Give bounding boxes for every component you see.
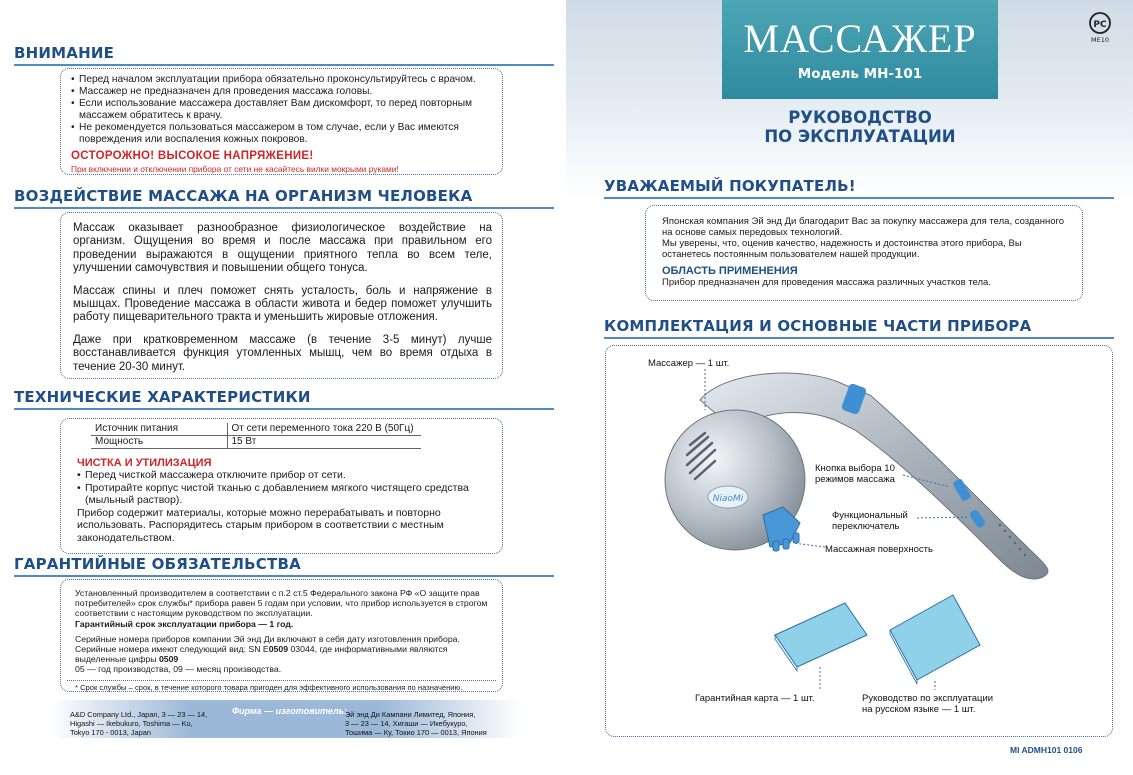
list-item: • Не рекомендуется пользоваться массажером в том случае, если у Вас имеются повреждения или воспаления кожных покровов. — [71, 122, 494, 146]
manual-label — [862, 693, 993, 715]
serial-digits: 0509 — [158, 654, 179, 665]
function-switch-label — [832, 510, 908, 532]
massager-illustration — [605, 345, 1113, 737]
document-code: MI ADMH101 0106 — [1010, 745, 1083, 755]
callout-line: Кнопка выбора 10 — [815, 463, 895, 474]
callout-line: Функциональный — [832, 510, 908, 521]
warranty-text: Установленный производителем в соответствии с п.2 ст.5 Федерального закона РФ «О защите прав потребителей» срок службы* прибора равен 5 годам при условии, что прибор используется в строгом соответствии с настоящим руководством по эксплуатации. — [75, 588, 488, 619]
manual-title — [722, 108, 998, 146]
serial-paragraph — [75, 634, 492, 675]
scope-title: ОБЛАСТЬ ПРИМЕНЕНИЯ — [662, 265, 798, 277]
list-item: • Массажер не предназначен для проведения массажа головы. — [71, 86, 494, 98]
attention-title: ВНИМАНИЕ — [14, 44, 554, 66]
warranty-paragraph — [75, 588, 492, 629]
warranty-card-label: Гарантийная карта — 1 шт. — [695, 693, 815, 704]
spec-value: От сети переменного тока 220 В (50Гц) — [227, 423, 421, 436]
effect-box — [60, 212, 503, 379]
scope-text: Прибор предназначен для проведения массажа различных участков тела. — [662, 277, 991, 288]
manual-title-line: РУКОВОДСТВО — [788, 108, 932, 127]
serial-explain: 05 — год производства, 09 — месяц производства. — [75, 664, 282, 675]
danger-title: ОСТОРОЖНО! ВЫСОКОЕ НАПРЯЖЕНИЕ! — [71, 150, 314, 162]
address-line: Эй энд Ди Кампани Лимитед, Япония, — [345, 710, 476, 719]
attention-list — [71, 74, 494, 146]
manual-booklet-icon — [890, 595, 980, 684]
mode-button-label — [815, 463, 895, 485]
specs-table — [91, 423, 421, 449]
callout-line: на русском языке — 1 шт. — [862, 704, 976, 715]
brand-logo: NiaoMi — [712, 494, 744, 504]
list-item: • Перед началом эксплуатации прибора обязательно проконсультируйтесь с врачом. — [71, 74, 494, 86]
manufacturer-address-ru — [345, 710, 487, 737]
cleaning-list — [77, 469, 492, 507]
kit-title: КОМПЛЕКТАЦИЯ И ОСНОВНЫЕ ЧАСТИ ПРИБОРА — [604, 317, 1114, 339]
table-row — [91, 423, 421, 436]
cleaning-title: ЧИСТКА И УТИЛИЗАЦИЯ — [77, 457, 212, 469]
effect-paragraph: Даже при кратковременном массаже (в течение 3-5 минут) лучше восстанавливается функция утомленных мышц, чем во время отдыха в течение 20-30 минут. — [73, 333, 492, 373]
massage-surface-label: Массажная поверхность — [825, 544, 933, 555]
spec-value: 15 Вт — [227, 436, 421, 449]
list-item: • Протирайте корпус чистой тканью с добавлением мягкого чистящего средства (мыльный раствор). — [77, 482, 492, 507]
certification-icon — [1085, 10, 1115, 44]
danger-text: При включении и отключении прибора от сети не касайтесь вилки мокрыми руками! — [71, 164, 399, 174]
serial-text: 03044, где информативными являются выделенные цифры — [75, 644, 448, 665]
list-item: • Если использование массажера доставляет Вам дискомфорт, то перед повторным массажем обратитесь к врачу. — [71, 98, 494, 122]
effect-title: ВОЗДЕЙСТВИЕ МАССАЖА НА ОРГАНИЗМ ЧЕЛОВЕКА — [14, 187, 554, 209]
manual-title-line: ПО ЭКСПЛУАТАЦИИ — [764, 127, 956, 146]
specs-title: ТЕХНИЧЕСКИЕ ХАРАКТЕРИСТИКИ — [14, 388, 554, 410]
address-line: 3 — 23 — 14, Хигаши — Икебукуро, — [345, 719, 468, 728]
spec-label: Мощность — [91, 436, 227, 449]
spec-label: Источник питания — [91, 423, 227, 436]
warranty-card-icon — [775, 603, 867, 671]
dear-text: Мы уверены, что, оценив качество, надежность и достоинства этого прибора, Вы останетесь постоянным пользователем нашей продукции. — [662, 238, 1022, 260]
model-title: Модель МН-101 — [797, 66, 923, 82]
callout-line: Руководство по эксплуатации — [862, 693, 994, 704]
table-row — [91, 436, 421, 449]
address-line: A&D Company Ltd., Japan, 3 — 23 — 14, — [70, 710, 208, 719]
address-line: Тошима — Ку, Токио 170 — 0013, Япония — [345, 728, 487, 737]
product-title: МАССАЖЕР — [743, 16, 977, 61]
list-item: • Перед чисткой массажера отключите прибор от сети. — [77, 469, 492, 482]
callout-line: переключатель — [832, 521, 900, 532]
attention-box — [60, 68, 503, 175]
serial-bold: 0509 — [268, 644, 289, 655]
address-line: Tokyo 170 - 0013, Japan — [70, 728, 151, 737]
cert-code: МЕ10 — [1091, 36, 1109, 44]
footnote: * Срок службы – срок, в течение которого товара пригоден для эффективного использования по назначению. — [67, 680, 496, 693]
callout-line: режимов массажа — [815, 474, 895, 485]
svg-text:PC: PC — [1093, 20, 1107, 30]
effect-paragraph: Массаж оказывает разнообразное физиологическое воздействие на организм. Ощущения во время и после массажа при правильном его проведении выражаются в ощущении приятного тепла во всем теле, улучшении самочувствия и повышении общего тонуса. — [73, 222, 492, 275]
warranty-box — [60, 579, 503, 692]
serial-text: Серийные номера приборов компании Эй энд Ди включают в себя дату изготовления прибора. Серийные номера имеют следующий вид: SN E — [75, 633, 460, 655]
warranty-period: Гарантийный срок эксплуатации прибора — 1 год. — [75, 618, 294, 629]
manufacturer-address-en — [70, 710, 207, 737]
warranty-title: ГАРАНТИЙНЫЕ ОБЯЗАТЕЛЬСТВА — [14, 555, 554, 577]
manufacturer-label: Фирма — изготовитель: — [232, 706, 347, 716]
dear-box — [645, 205, 1083, 301]
address-line: Higashi — Ikebukuro, Toshima — Ku, — [70, 719, 193, 728]
disposal-text: Прибор содержит материалы, которые можно перерабатывать и повторно использовать. Распорядитесь старым прибором в соответствии с местным законодательством. — [77, 506, 444, 544]
massager-label: Массажер — 1 шт. — [648, 358, 730, 369]
dear-text: Японская компания Эй энд Ди благодарит Вас за покупку массажера для тела, созданного на основе самых передовых технологий. — [662, 216, 1065, 238]
effect-paragraph: Массаж спины и плеч поможет снять усталость, боль и напряжение в мышцах. Проведение массажа в области живота и бедер поможет улучшить работу пищеварительного тракта и уменьшить жировые отложения. — [73, 284, 492, 324]
specs-box — [60, 418, 503, 554]
dear-title: УВАЖАЕМЫЙ ПОКУПАТЕЛЬ! — [604, 177, 1114, 199]
